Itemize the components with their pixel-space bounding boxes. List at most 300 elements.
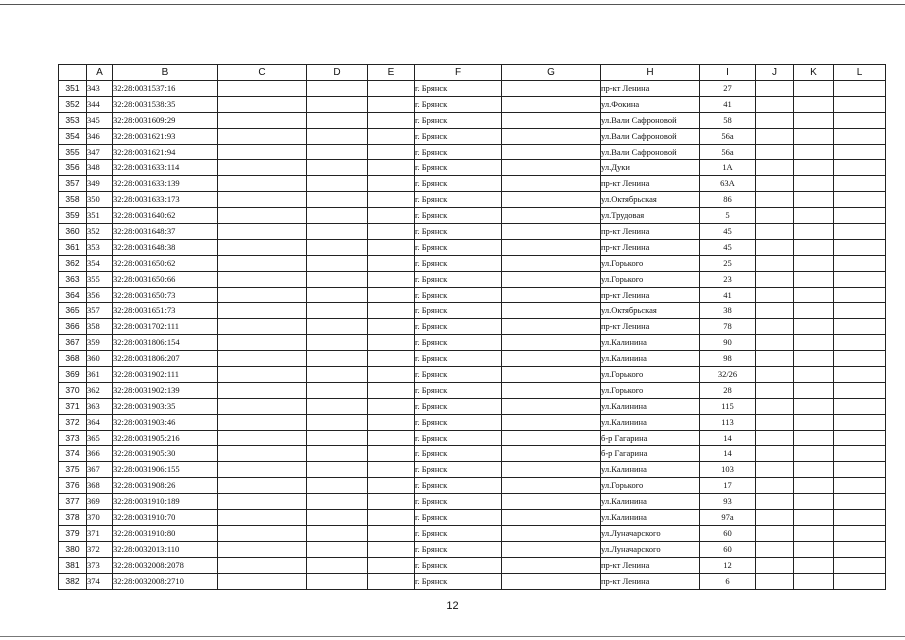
cell-a[interactable]: 361 bbox=[87, 367, 113, 383]
cell-e[interactable] bbox=[368, 192, 415, 208]
cell-b[interactable]: 32:28:0032008:2078 bbox=[113, 557, 218, 573]
column-header-k[interactable]: K bbox=[794, 65, 834, 81]
cell-d[interactable] bbox=[307, 255, 368, 271]
cell-b[interactable]: 32:28:0031650:66 bbox=[113, 271, 218, 287]
cell-l[interactable] bbox=[834, 192, 886, 208]
cell-k[interactable] bbox=[794, 96, 834, 112]
cell-d[interactable] bbox=[307, 176, 368, 192]
cell-b[interactable]: 32:28:0031640:62 bbox=[113, 208, 218, 224]
cell-c[interactable] bbox=[218, 303, 307, 319]
cell-h[interactable]: ул.Дуки bbox=[601, 160, 700, 176]
cell-h[interactable]: ул.Калинина bbox=[601, 351, 700, 367]
cell-c[interactable] bbox=[218, 208, 307, 224]
cell-d[interactable] bbox=[307, 335, 368, 351]
cell-b[interactable]: 32:28:0031633:173 bbox=[113, 192, 218, 208]
cell-e[interactable] bbox=[368, 335, 415, 351]
cell-g[interactable] bbox=[502, 224, 601, 240]
cell-f[interactable]: г. Брянск bbox=[415, 81, 502, 97]
cell-j[interactable] bbox=[756, 351, 794, 367]
cell-i[interactable]: 115 bbox=[700, 398, 756, 414]
cell-b[interactable]: 32:28:0031906:155 bbox=[113, 462, 218, 478]
cell-h[interactable]: ул.Вали Сафроновой bbox=[601, 128, 700, 144]
cell-j[interactable] bbox=[756, 255, 794, 271]
cell-a[interactable]: 364 bbox=[87, 414, 113, 430]
column-header-i[interactable]: I bbox=[700, 65, 756, 81]
cell-i[interactable]: 60 bbox=[700, 525, 756, 541]
cell-f[interactable]: г. Брянск bbox=[415, 144, 502, 160]
cell-i[interactable]: 97а bbox=[700, 510, 756, 526]
cell-c[interactable] bbox=[218, 478, 307, 494]
row-number[interactable]: 366 bbox=[59, 319, 87, 335]
row-number[interactable]: 354 bbox=[59, 128, 87, 144]
cell-k[interactable] bbox=[794, 351, 834, 367]
cell-d[interactable] bbox=[307, 224, 368, 240]
cell-j[interactable] bbox=[756, 446, 794, 462]
cell-c[interactable] bbox=[218, 176, 307, 192]
row-number[interactable]: 356 bbox=[59, 160, 87, 176]
cell-a[interactable]: 374 bbox=[87, 573, 113, 589]
cell-b[interactable]: 32:28:0031910:70 bbox=[113, 510, 218, 526]
cell-e[interactable] bbox=[368, 271, 415, 287]
cell-f[interactable]: г. Брянск bbox=[415, 525, 502, 541]
row-number[interactable]: 381 bbox=[59, 557, 87, 573]
cell-i[interactable]: 25 bbox=[700, 255, 756, 271]
row-number[interactable]: 353 bbox=[59, 112, 87, 128]
cell-e[interactable] bbox=[368, 112, 415, 128]
row-number[interactable]: 358 bbox=[59, 192, 87, 208]
cell-j[interactable] bbox=[756, 112, 794, 128]
cell-b[interactable]: 32:28:0032008:2710 bbox=[113, 573, 218, 589]
cell-a[interactable]: 369 bbox=[87, 494, 113, 510]
cell-g[interactable] bbox=[502, 557, 601, 573]
cell-a[interactable]: 357 bbox=[87, 303, 113, 319]
cell-g[interactable] bbox=[502, 414, 601, 430]
cell-a[interactable]: 359 bbox=[87, 335, 113, 351]
cell-h[interactable]: пр-кт Ленина bbox=[601, 176, 700, 192]
cell-j[interactable] bbox=[756, 271, 794, 287]
cell-e[interactable] bbox=[368, 462, 415, 478]
cell-b[interactable]: 32:28:0031633:114 bbox=[113, 160, 218, 176]
cell-a[interactable]: 371 bbox=[87, 525, 113, 541]
cell-j[interactable] bbox=[756, 319, 794, 335]
cell-h[interactable]: ул.Горького bbox=[601, 382, 700, 398]
cell-h[interactable]: пр-кт Ленина bbox=[601, 573, 700, 589]
cell-j[interactable] bbox=[756, 335, 794, 351]
column-header-e[interactable]: E bbox=[368, 65, 415, 81]
cell-b[interactable]: 32:28:0031806:154 bbox=[113, 335, 218, 351]
row-number[interactable]: 378 bbox=[59, 510, 87, 526]
cell-l[interactable] bbox=[834, 462, 886, 478]
cell-k[interactable] bbox=[794, 224, 834, 240]
cell-h[interactable]: пр-кт Ленина bbox=[601, 319, 700, 335]
cell-e[interactable] bbox=[368, 160, 415, 176]
cell-f[interactable]: г. Брянск bbox=[415, 557, 502, 573]
cell-h[interactable]: ул.Луначарского bbox=[601, 541, 700, 557]
cell-d[interactable] bbox=[307, 208, 368, 224]
cell-j[interactable] bbox=[756, 144, 794, 160]
cell-j[interactable] bbox=[756, 430, 794, 446]
cell-a[interactable]: 350 bbox=[87, 192, 113, 208]
cell-h[interactable]: б-р Гагарина bbox=[601, 446, 700, 462]
cell-i[interactable]: 41 bbox=[700, 96, 756, 112]
cell-h[interactable]: пр-кт Ленина bbox=[601, 287, 700, 303]
cell-c[interactable] bbox=[218, 510, 307, 526]
cell-l[interactable] bbox=[834, 112, 886, 128]
cell-i[interactable]: 14 bbox=[700, 446, 756, 462]
cell-l[interactable] bbox=[834, 510, 886, 526]
cell-c[interactable] bbox=[218, 81, 307, 97]
cell-a[interactable]: 344 bbox=[87, 96, 113, 112]
row-number[interactable]: 357 bbox=[59, 176, 87, 192]
cell-d[interactable] bbox=[307, 287, 368, 303]
cell-f[interactable]: г. Брянск bbox=[415, 287, 502, 303]
cell-i[interactable]: 58 bbox=[700, 112, 756, 128]
column-header-h[interactable]: H bbox=[601, 65, 700, 81]
cell-k[interactable] bbox=[794, 557, 834, 573]
cell-l[interactable] bbox=[834, 128, 886, 144]
cell-a[interactable]: 363 bbox=[87, 398, 113, 414]
cell-c[interactable] bbox=[218, 335, 307, 351]
row-number[interactable]: 355 bbox=[59, 144, 87, 160]
row-number[interactable]: 369 bbox=[59, 367, 87, 383]
cell-h[interactable]: ул.Вали Сафроновой bbox=[601, 112, 700, 128]
cell-j[interactable] bbox=[756, 287, 794, 303]
cell-e[interactable] bbox=[368, 81, 415, 97]
row-number[interactable]: 363 bbox=[59, 271, 87, 287]
cell-l[interactable] bbox=[834, 208, 886, 224]
cell-a[interactable]: 366 bbox=[87, 446, 113, 462]
cell-c[interactable] bbox=[218, 239, 307, 255]
cell-k[interactable] bbox=[794, 144, 834, 160]
cell-f[interactable]: г. Брянск bbox=[415, 160, 502, 176]
cell-g[interactable] bbox=[502, 255, 601, 271]
column-header-a[interactable]: A bbox=[87, 65, 113, 81]
cell-e[interactable] bbox=[368, 414, 415, 430]
cell-l[interactable] bbox=[834, 81, 886, 97]
cell-b[interactable]: 32:28:0031702:111 bbox=[113, 319, 218, 335]
cell-f[interactable]: г. Брянск bbox=[415, 573, 502, 589]
row-number[interactable]: 368 bbox=[59, 351, 87, 367]
cell-f[interactable]: г. Брянск bbox=[415, 303, 502, 319]
cell-k[interactable] bbox=[794, 128, 834, 144]
cell-l[interactable] bbox=[834, 525, 886, 541]
cell-l[interactable] bbox=[834, 319, 886, 335]
cell-j[interactable] bbox=[756, 541, 794, 557]
row-number[interactable]: 374 bbox=[59, 446, 87, 462]
cell-f[interactable]: г. Брянск bbox=[415, 351, 502, 367]
cell-a[interactable]: 372 bbox=[87, 541, 113, 557]
cell-b[interactable]: 32:28:0031537:16 bbox=[113, 81, 218, 97]
cell-k[interactable] bbox=[794, 303, 834, 319]
cell-i[interactable]: 1А bbox=[700, 160, 756, 176]
cell-i[interactable]: 5 bbox=[700, 208, 756, 224]
column-header-f[interactable]: F bbox=[415, 65, 502, 81]
cell-g[interactable] bbox=[502, 176, 601, 192]
cell-d[interactable] bbox=[307, 144, 368, 160]
cell-l[interactable] bbox=[834, 287, 886, 303]
cell-d[interactable] bbox=[307, 351, 368, 367]
cell-h[interactable]: б-р Гагарина bbox=[601, 430, 700, 446]
cell-f[interactable]: г. Брянск bbox=[415, 510, 502, 526]
cell-h[interactable]: ул.Горького bbox=[601, 478, 700, 494]
cell-e[interactable] bbox=[368, 351, 415, 367]
cell-f[interactable]: г. Брянск bbox=[415, 239, 502, 255]
cell-g[interactable] bbox=[502, 382, 601, 398]
cell-f[interactable]: г. Брянск bbox=[415, 208, 502, 224]
cell-f[interactable]: г. Брянск bbox=[415, 128, 502, 144]
cell-g[interactable] bbox=[502, 541, 601, 557]
cell-i[interactable]: 17 bbox=[700, 478, 756, 494]
cell-d[interactable] bbox=[307, 478, 368, 494]
cell-h[interactable]: ул.Октябрьская bbox=[601, 303, 700, 319]
cell-k[interactable] bbox=[794, 541, 834, 557]
cell-a[interactable]: 346 bbox=[87, 128, 113, 144]
cell-e[interactable] bbox=[368, 287, 415, 303]
cell-l[interactable] bbox=[834, 255, 886, 271]
cell-b[interactable]: 32:28:0031648:38 bbox=[113, 239, 218, 255]
cell-b[interactable]: 32:28:0031621:93 bbox=[113, 128, 218, 144]
cell-f[interactable]: г. Брянск bbox=[415, 414, 502, 430]
cell-e[interactable] bbox=[368, 510, 415, 526]
cell-h[interactable]: ул.Горького bbox=[601, 255, 700, 271]
cell-l[interactable] bbox=[834, 335, 886, 351]
cell-l[interactable] bbox=[834, 176, 886, 192]
cell-e[interactable] bbox=[368, 430, 415, 446]
cell-g[interactable] bbox=[502, 160, 601, 176]
cell-j[interactable] bbox=[756, 176, 794, 192]
cell-d[interactable] bbox=[307, 319, 368, 335]
cell-b[interactable]: 32:28:0031609:29 bbox=[113, 112, 218, 128]
column-header-b[interactable]: B bbox=[113, 65, 218, 81]
cell-a[interactable]: 349 bbox=[87, 176, 113, 192]
cell-c[interactable] bbox=[218, 224, 307, 240]
row-number[interactable]: 371 bbox=[59, 398, 87, 414]
cell-h[interactable]: ул.Горького bbox=[601, 367, 700, 383]
cell-g[interactable] bbox=[502, 96, 601, 112]
cell-c[interactable] bbox=[218, 128, 307, 144]
cell-a[interactable]: 368 bbox=[87, 478, 113, 494]
cell-k[interactable] bbox=[794, 176, 834, 192]
cell-h[interactable]: ул.Калинина bbox=[601, 462, 700, 478]
cell-k[interactable] bbox=[794, 462, 834, 478]
cell-g[interactable] bbox=[502, 367, 601, 383]
cell-f[interactable]: г. Брянск bbox=[415, 462, 502, 478]
cell-c[interactable] bbox=[218, 367, 307, 383]
cell-l[interactable] bbox=[834, 367, 886, 383]
cell-c[interactable] bbox=[218, 112, 307, 128]
cell-k[interactable] bbox=[794, 81, 834, 97]
cell-g[interactable] bbox=[502, 144, 601, 160]
cell-b[interactable]: 32:28:0031905:30 bbox=[113, 446, 218, 462]
cell-i[interactable]: 60 bbox=[700, 541, 756, 557]
row-number[interactable]: 375 bbox=[59, 462, 87, 478]
cell-k[interactable] bbox=[794, 255, 834, 271]
cell-k[interactable] bbox=[794, 510, 834, 526]
cell-j[interactable] bbox=[756, 382, 794, 398]
cell-e[interactable] bbox=[368, 224, 415, 240]
row-number[interactable]: 380 bbox=[59, 541, 87, 557]
cell-i[interactable]: 93 bbox=[700, 494, 756, 510]
cell-i[interactable]: 38 bbox=[700, 303, 756, 319]
cell-k[interactable] bbox=[794, 446, 834, 462]
cell-f[interactable]: г. Брянск bbox=[415, 112, 502, 128]
cell-a[interactable]: 355 bbox=[87, 271, 113, 287]
row-number[interactable]: 362 bbox=[59, 255, 87, 271]
cell-k[interactable] bbox=[794, 287, 834, 303]
cell-d[interactable] bbox=[307, 382, 368, 398]
cell-e[interactable] bbox=[368, 128, 415, 144]
cell-j[interactable] bbox=[756, 224, 794, 240]
column-header-d[interactable]: D bbox=[307, 65, 368, 81]
cell-g[interactable] bbox=[502, 478, 601, 494]
cell-k[interactable] bbox=[794, 573, 834, 589]
cell-a[interactable]: 353 bbox=[87, 239, 113, 255]
cell-i[interactable]: 56а bbox=[700, 144, 756, 160]
cell-d[interactable] bbox=[307, 96, 368, 112]
cell-g[interactable] bbox=[502, 192, 601, 208]
cell-l[interactable] bbox=[834, 494, 886, 510]
cell-k[interactable] bbox=[794, 494, 834, 510]
cell-d[interactable] bbox=[307, 303, 368, 319]
cell-j[interactable] bbox=[756, 462, 794, 478]
cell-b[interactable]: 32:28:0031903:46 bbox=[113, 414, 218, 430]
cell-d[interactable] bbox=[307, 414, 368, 430]
cell-a[interactable]: 345 bbox=[87, 112, 113, 128]
cell-a[interactable]: 351 bbox=[87, 208, 113, 224]
cell-d[interactable] bbox=[307, 557, 368, 573]
cell-h[interactable]: ул.Вали Сафроновой bbox=[601, 144, 700, 160]
cell-d[interactable] bbox=[307, 494, 368, 510]
cell-f[interactable]: г. Брянск bbox=[415, 192, 502, 208]
cell-i[interactable]: 45 bbox=[700, 224, 756, 240]
cell-h[interactable]: ул.Калинина bbox=[601, 398, 700, 414]
cell-f[interactable]: г. Брянск bbox=[415, 271, 502, 287]
column-header-c[interactable]: C bbox=[218, 65, 307, 81]
cell-h[interactable]: ул.Трудовая bbox=[601, 208, 700, 224]
cell-c[interactable] bbox=[218, 494, 307, 510]
cell-g[interactable] bbox=[502, 112, 601, 128]
cell-e[interactable] bbox=[368, 239, 415, 255]
cell-k[interactable] bbox=[794, 319, 834, 335]
cell-l[interactable] bbox=[834, 446, 886, 462]
row-number[interactable]: 370 bbox=[59, 382, 87, 398]
cell-c[interactable] bbox=[218, 398, 307, 414]
cell-b[interactable]: 32:28:0031650:73 bbox=[113, 287, 218, 303]
cell-e[interactable] bbox=[368, 176, 415, 192]
cell-i[interactable]: 23 bbox=[700, 271, 756, 287]
row-number[interactable]: 382 bbox=[59, 573, 87, 589]
cell-e[interactable] bbox=[368, 478, 415, 494]
cell-k[interactable] bbox=[794, 430, 834, 446]
cell-c[interactable] bbox=[218, 573, 307, 589]
cell-f[interactable]: г. Брянск bbox=[415, 96, 502, 112]
cell-d[interactable] bbox=[307, 239, 368, 255]
cell-b[interactable]: 32:28:0031648:37 bbox=[113, 224, 218, 240]
cell-a[interactable]: 360 bbox=[87, 351, 113, 367]
cell-d[interactable] bbox=[307, 367, 368, 383]
cell-d[interactable] bbox=[307, 430, 368, 446]
column-header-g[interactable]: G bbox=[502, 65, 601, 81]
cell-h[interactable]: ул.Фокина bbox=[601, 96, 700, 112]
cell-c[interactable] bbox=[218, 96, 307, 112]
cell-h[interactable]: ул.Калинина bbox=[601, 494, 700, 510]
cell-d[interactable] bbox=[307, 541, 368, 557]
row-number[interactable]: 376 bbox=[59, 478, 87, 494]
cell-i[interactable]: 6 bbox=[700, 573, 756, 589]
cell-c[interactable] bbox=[218, 160, 307, 176]
cell-f[interactable]: г. Брянск bbox=[415, 335, 502, 351]
cell-f[interactable]: г. Брянск bbox=[415, 541, 502, 557]
cell-i[interactable]: 12 bbox=[700, 557, 756, 573]
cell-g[interactable] bbox=[502, 510, 601, 526]
cell-j[interactable] bbox=[756, 510, 794, 526]
row-number[interactable]: 379 bbox=[59, 525, 87, 541]
cell-j[interactable] bbox=[756, 494, 794, 510]
cell-l[interactable] bbox=[834, 144, 886, 160]
cell-k[interactable] bbox=[794, 160, 834, 176]
cell-l[interactable] bbox=[834, 351, 886, 367]
cell-i[interactable]: 90 bbox=[700, 335, 756, 351]
cell-h[interactable]: ул.Луначарского bbox=[601, 525, 700, 541]
cell-l[interactable] bbox=[834, 398, 886, 414]
cell-j[interactable] bbox=[756, 414, 794, 430]
cell-a[interactable]: 347 bbox=[87, 144, 113, 160]
cell-e[interactable] bbox=[368, 144, 415, 160]
cell-c[interactable] bbox=[218, 525, 307, 541]
cell-d[interactable] bbox=[307, 462, 368, 478]
cell-f[interactable]: г. Брянск bbox=[415, 494, 502, 510]
cell-c[interactable] bbox=[218, 430, 307, 446]
cell-i[interactable]: 45 bbox=[700, 239, 756, 255]
cell-d[interactable] bbox=[307, 128, 368, 144]
cell-e[interactable] bbox=[368, 303, 415, 319]
cell-c[interactable] bbox=[218, 557, 307, 573]
cell-c[interactable] bbox=[218, 319, 307, 335]
cell-j[interactable] bbox=[756, 573, 794, 589]
cell-g[interactable] bbox=[502, 239, 601, 255]
cell-k[interactable] bbox=[794, 398, 834, 414]
cell-g[interactable] bbox=[502, 128, 601, 144]
cell-e[interactable] bbox=[368, 557, 415, 573]
cell-i[interactable]: 27 bbox=[700, 81, 756, 97]
cell-h[interactable]: ул.Горького bbox=[601, 271, 700, 287]
cell-j[interactable] bbox=[756, 478, 794, 494]
column-header-l[interactable]: L bbox=[834, 65, 886, 81]
cell-g[interactable] bbox=[502, 446, 601, 462]
cell-c[interactable] bbox=[218, 144, 307, 160]
cell-h[interactable]: пр-кт Ленина bbox=[601, 81, 700, 97]
row-number[interactable]: 373 bbox=[59, 430, 87, 446]
cell-g[interactable] bbox=[502, 81, 601, 97]
cell-k[interactable] bbox=[794, 414, 834, 430]
cell-i[interactable]: 63А bbox=[700, 176, 756, 192]
cell-l[interactable] bbox=[834, 271, 886, 287]
cell-g[interactable] bbox=[502, 462, 601, 478]
cell-l[interactable] bbox=[834, 303, 886, 319]
cell-g[interactable] bbox=[502, 430, 601, 446]
cell-e[interactable] bbox=[368, 96, 415, 112]
cell-h[interactable]: пр-кт Ленина bbox=[601, 239, 700, 255]
cell-e[interactable] bbox=[368, 573, 415, 589]
cell-k[interactable] bbox=[794, 208, 834, 224]
cell-g[interactable] bbox=[502, 525, 601, 541]
cell-f[interactable]: г. Брянск bbox=[415, 398, 502, 414]
cell-e[interactable] bbox=[368, 255, 415, 271]
cell-b[interactable]: 32:28:0031908:26 bbox=[113, 478, 218, 494]
cell-k[interactable] bbox=[794, 382, 834, 398]
cell-b[interactable]: 32:28:0031633:139 bbox=[113, 176, 218, 192]
cell-a[interactable]: 348 bbox=[87, 160, 113, 176]
